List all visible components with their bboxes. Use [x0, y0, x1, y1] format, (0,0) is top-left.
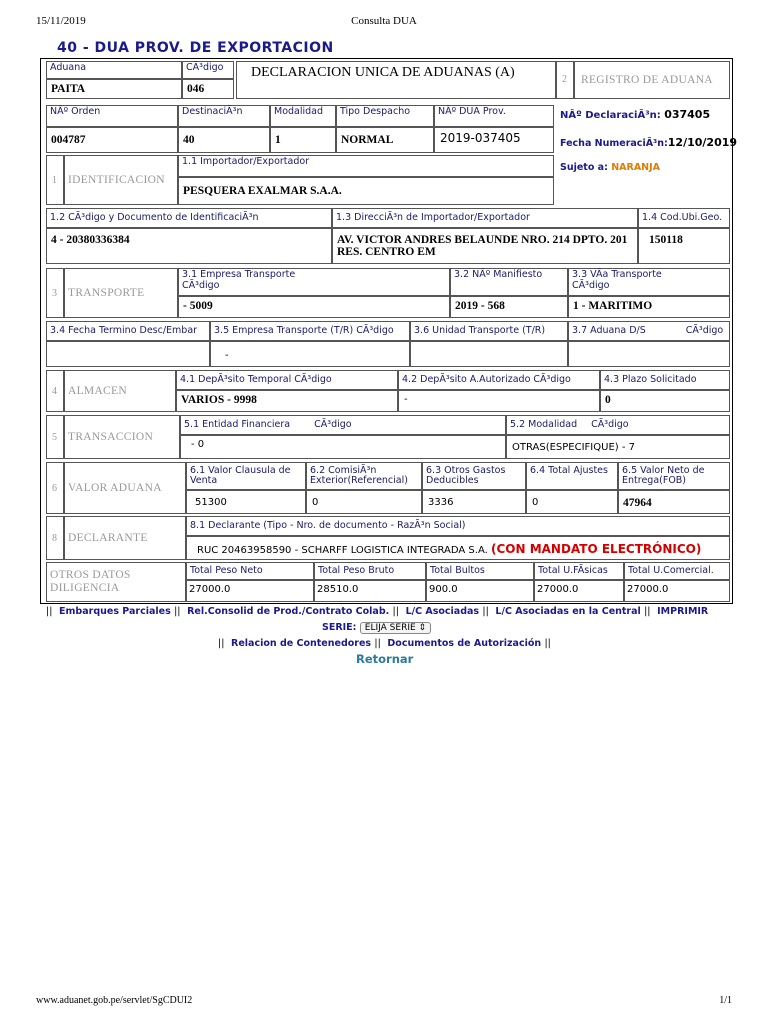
plazo-value: 0	[600, 390, 730, 412]
aduana-ds-value	[568, 341, 730, 367]
orden-value: 004787	[46, 127, 178, 153]
deposito-temporal-value: VARIOS - 9998	[176, 390, 398, 412]
modalidad-transaccion-label: 5.2 Modalidad CÃ³digo	[506, 415, 730, 435]
section-4-num-cell: 4	[46, 370, 64, 412]
ubigeo-value: 150118	[638, 228, 730, 264]
total-bultos-value: 900.0	[426, 580, 534, 602]
sujeto-label: Sujeto a:	[560, 162, 608, 173]
fecha-termino-value	[46, 341, 210, 367]
mandato-electronico: (CON MANDATO ELECTRÓNICO)	[490, 542, 702, 556]
peso-bruto-label: Total Peso Bruto	[314, 562, 426, 580]
otros-gastos-value: 3336	[422, 490, 526, 514]
plazo-label: 4.3 Plazo Solicitado	[600, 370, 730, 390]
declarante-text: RUC 20463958590 - SCHARFF LOGISTICA INTEGRADA S.A.	[197, 545, 488, 556]
section-1-num-cell: 1	[46, 155, 64, 205]
entidad-financiera-label: 5.1 Entidad Financiera CÃ³digo	[180, 415, 506, 435]
section-8-num-cell: 8	[46, 516, 64, 560]
peso-bruto-value: 28510.0	[314, 580, 426, 602]
importador-value: PESQUERA EXALMAR S.A.A.	[178, 177, 554, 205]
tipo-despacho-label: Tipo Despacho	[336, 105, 434, 127]
tipo-despacho-value: NORMAL	[336, 127, 434, 153]
total-ajustes-value: 0	[526, 490, 618, 514]
declaracion-num-label: NÂº DeclaraciÃ³n:	[560, 110, 661, 121]
rel-consolid-link[interactable]: Rel.Consolid de Prod./Contrato Colab.	[187, 606, 390, 617]
clausula-venta-value: 51300	[186, 490, 306, 514]
aduana-label-cell: Aduana	[46, 61, 182, 79]
aduana-value: PAITA	[46, 79, 182, 99]
lc-asociadas-link[interactable]: L/C Asociadas	[405, 606, 480, 617]
empresa-transporte-value: - 5009	[178, 296, 450, 318]
valor-neto-value: 47964	[618, 490, 730, 514]
nav-row-1: || Embarques Parciales || Rel.Consolid de Prod./Contrato Colab. || L/C Asociadas || L/C Asociadas en la Central || IMPRIMIR	[46, 606, 709, 617]
total-bultos-label: Total Bultos	[426, 562, 534, 580]
empresa-tr-value: -	[210, 341, 410, 367]
doc-identificacion-value: 4 - 20380336384	[46, 228, 332, 264]
section-6-num-cell: 6	[46, 462, 64, 514]
retornar-link[interactable]: Retornar	[356, 652, 414, 666]
entidad-financiera-value: - 0	[180, 435, 506, 459]
unidades-fisicas-value: 27000.0	[534, 580, 624, 602]
print-url: www.aduanet.gob.pe/servlet/SgCDUI2	[36, 995, 193, 1006]
direccion-label: 1.3 DirecciÃ³n de Importador/Exportador	[332, 208, 638, 228]
deposito-autorizado-label: 4.2 DepÃ³sito A.Autorizado CÃ³digo	[398, 370, 600, 390]
section-3-num-cell: 3	[46, 268, 64, 318]
transaccion-title-cell	[64, 415, 180, 459]
peso-neto-value: 27000.0	[186, 580, 314, 602]
destinacion-value: 40	[178, 127, 270, 153]
identificacion-title-cell	[64, 155, 178, 205]
registro-aduana-title: REGISTRO DE ADUANA	[581, 74, 713, 86]
codigo-label-cell: CÃ³digo	[182, 61, 234, 79]
sujeto-value: NARANJA	[611, 162, 661, 173]
importador-label: 1.1 Importador/Exportador	[178, 155, 554, 177]
empresa-tr-label: 3.5 Empresa Transporte (T/R) CÃ³digo	[210, 321, 410, 341]
identificacion-title: IDENTIFICACION	[68, 174, 165, 186]
empresa-transporte-label: 3.1 Empresa Transporte CÃ³digo	[178, 268, 450, 296]
direccion-value: AV. VICTOR ANDRES BELAUNDE NRO. 214 DPTO. 201 RES. CENTRO EM	[332, 228, 638, 264]
print-page: 1/1	[719, 995, 732, 1006]
codigo-value: 046	[182, 79, 234, 99]
section-5-num-cell: 5	[46, 415, 64, 459]
relacion-contenedores-link[interactable]: Relacion de Contenedores	[231, 638, 372, 649]
transporte-title-cell	[64, 268, 178, 318]
documentos-autorizacion-link[interactable]: Documentos de Autorización	[387, 638, 542, 649]
declarante-value	[186, 536, 730, 560]
via-transporte-value: 1 - MARITIMO	[568, 296, 730, 318]
dua-prov-value: 2019-037405	[434, 127, 554, 153]
orden-label: NÂº Orden	[46, 105, 178, 127]
unidad-transporte-value	[410, 341, 568, 367]
destinacion-label: DestinaciÃ³n	[178, 105, 270, 127]
deposito-autorizado-value: -	[398, 390, 600, 412]
otros-gastos-label: 6.3 Otros Gastos Deducibles	[422, 462, 526, 490]
declarante-title-cell	[64, 516, 186, 560]
unidades-fisicas-label: Total U.FÃsicas	[534, 562, 624, 580]
fecha-numeracion-label: Fecha NumeraciÃ³n:	[560, 138, 668, 149]
transaccion-title: TRANSACCION	[68, 431, 154, 443]
comision-label: 6.2 ComisiÃ³n Exterior(Referencial)	[306, 462, 422, 490]
via-transporte-label: 3.3 VÃa Transporte CÃ³digo	[568, 268, 730, 296]
manifiesto-value: 2019 - 568	[450, 296, 568, 318]
serie-select[interactable]: ELIJA SERIE ⇕	[360, 622, 431, 634]
nav-row-2: || Relacion de Contenedores || Documentos de Autorización ||	[218, 638, 551, 649]
almacen-title-cell	[64, 370, 176, 412]
manifiesto-label: 3.2 NÂº Manifiesto	[450, 268, 568, 296]
declaracion-info	[556, 105, 738, 183]
valor-neto-label: 6.5 Valor Neto de Entrega(FOB)	[618, 462, 730, 490]
modalidad-value: 1	[270, 127, 336, 153]
modalidad-label: Modalidad	[270, 105, 336, 127]
print-date: 15/11/2019	[36, 15, 86, 27]
declaracion-title-cell	[236, 61, 556, 99]
peso-neto-label: Total Peso Neto	[186, 562, 314, 580]
almacen-title: ALMACEN	[68, 385, 127, 397]
deposito-temporal-label: 4.1 DepÃ³sito Temporal CÃ³digo	[176, 370, 398, 390]
embarques-parciales-link[interactable]: Embarques Parciales	[59, 606, 171, 617]
declaracion-num-value: 037405	[664, 108, 711, 121]
declaracion-title: DECLARACION UNICA DE ADUANAS (A)	[251, 65, 515, 80]
unidades-comercial-value: 27000.0	[624, 580, 730, 602]
unidades-comercial-label: Total U.Comercial.	[624, 562, 730, 580]
modalidad-transaccion-value: OTRAS(ESPECIFIQUE) - 7	[506, 435, 730, 459]
aduana-ds-label: 3.7 Aduana D/S CÃ³digo	[568, 321, 730, 341]
print-title: Consulta DUA	[351, 15, 417, 27]
otros-datos-title-cell	[46, 562, 186, 602]
transporte-title: TRANSPORTE	[68, 287, 145, 299]
dua-prov-label: NÂº DUA Prov.	[434, 105, 554, 127]
serie-row	[322, 622, 431, 634]
fecha-termino-label: 3.4 Fecha Termino Desc/Embar	[46, 321, 210, 341]
comision-value: 0	[306, 490, 422, 514]
valor-aduana-title: VALOR ADUANA	[68, 482, 162, 494]
imprimir-link[interactable]: IMPRIMIR	[657, 606, 709, 617]
page-title: 40 - DUA PROV. DE EXPORTACION	[57, 40, 334, 56]
declarante-title: DECLARANTE	[68, 532, 148, 544]
fecha-numeracion-value: 12/10/2019	[667, 136, 738, 149]
total-ajustes-label: 6.4 Total Ajustes	[526, 462, 618, 490]
declarante-label: 8.1 Declarante (Tipo - Nro. de documento - RazÃ³n Social)	[186, 516, 730, 536]
valor-aduana-title-cell	[64, 462, 186, 514]
otros-datos-title: OTROS DATOS DILIGENCIA	[50, 569, 131, 594]
ubigeo-label: 1.4 Cod.Ubi.Geo.	[638, 208, 730, 228]
section-2-num-cell: 2	[556, 61, 574, 99]
registro-aduana-cell	[574, 61, 730, 99]
serie-label: SERIE:	[322, 622, 357, 633]
lc-asociadas-central-link[interactable]: L/C Asociadas en la Central	[495, 606, 641, 617]
doc-identificacion-label: 1.2 CÃ³digo y Documento de IdentificaciÃ³n	[46, 208, 332, 228]
clausula-venta-label: 6.1 Valor Clausula de Venta	[186, 462, 306, 490]
unidad-transporte-label: 3.6 Unidad Transporte (T/R)	[410, 321, 568, 341]
